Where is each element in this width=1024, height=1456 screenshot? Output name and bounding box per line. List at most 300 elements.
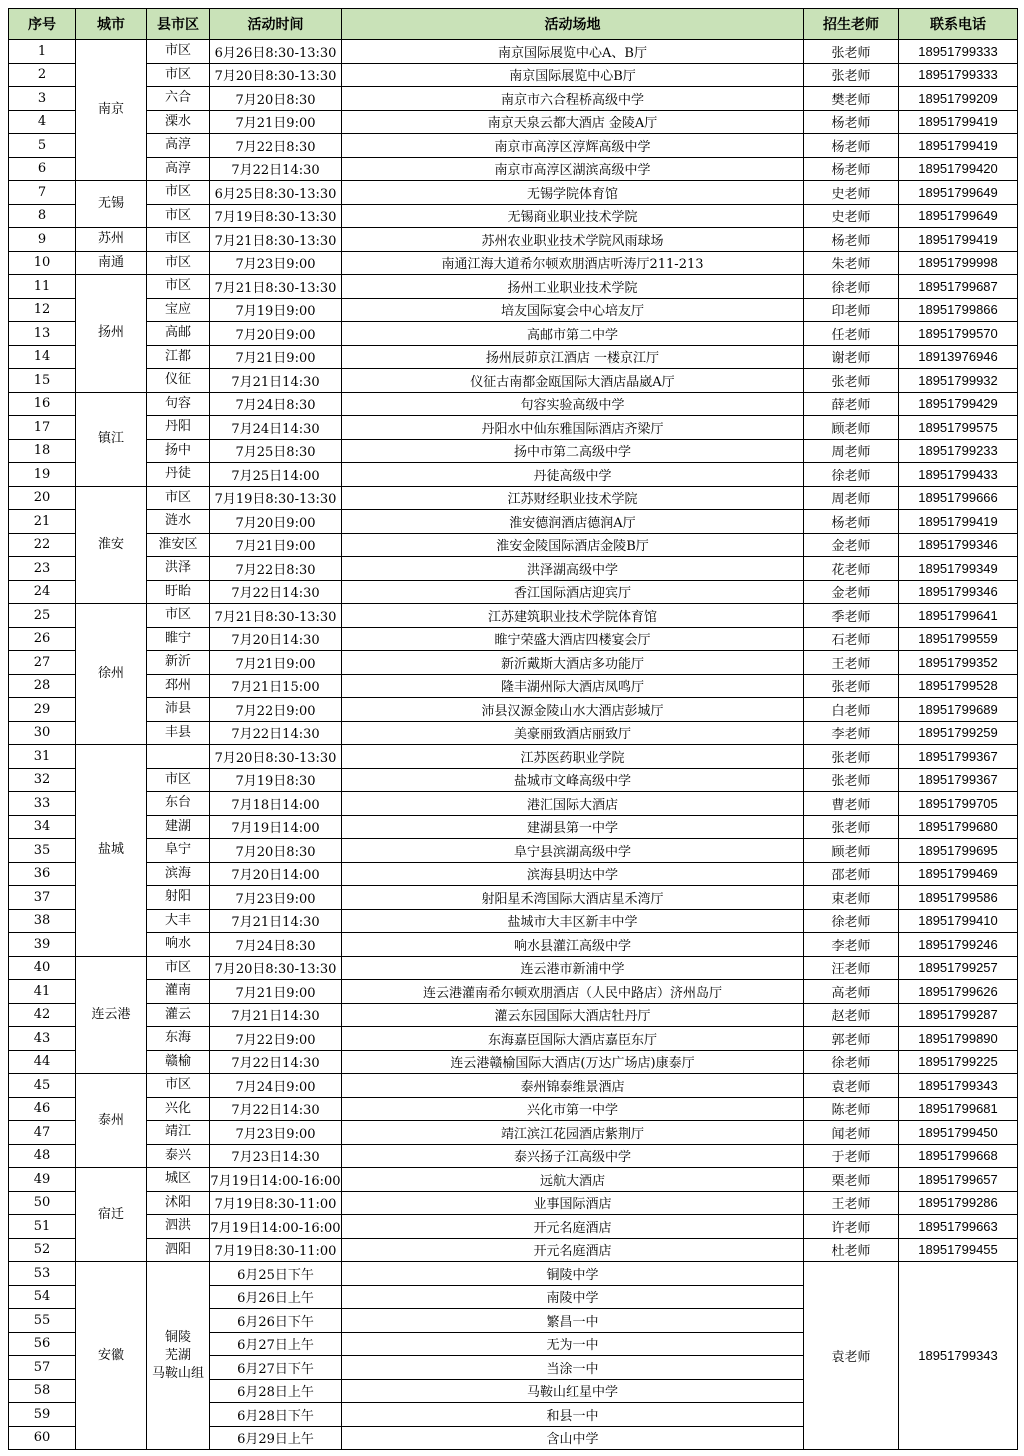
cell-time: 7月19日8:30-13:30 xyxy=(210,204,342,228)
cell-teacher: 王老师 xyxy=(804,651,899,675)
cell-teacher: 袁老师 xyxy=(804,1262,899,1450)
cell-time: 7月21日8:30-13:30 xyxy=(210,275,342,299)
cell-time: 7月21日9:00 xyxy=(210,533,342,557)
cell-no: 14 xyxy=(9,345,76,369)
cell-no: 27 xyxy=(9,651,76,675)
cell-no: 30 xyxy=(9,721,76,745)
cell-teacher: 栗老师 xyxy=(804,1168,899,1192)
cell-venue: 南京市六合程桥高级中学 xyxy=(342,87,804,111)
cell-phone: 18951799259 xyxy=(899,721,1018,745)
cell-city: 盐城 xyxy=(76,745,147,957)
cell-phone: 18951799419 xyxy=(899,134,1018,158)
cell-time: 7月22日14:30 xyxy=(210,580,342,604)
table-row xyxy=(9,416,1018,440)
cell-district: 邳州 xyxy=(147,674,210,698)
table-row xyxy=(9,815,1018,839)
cell-teacher: 朱老师 xyxy=(804,251,899,275)
cell-district: 高淳 xyxy=(147,157,210,181)
cell-venue: 扬州辰茆京江酒店 一楼京江厅 xyxy=(342,345,804,369)
cell-teacher: 赵老师 xyxy=(804,1003,899,1027)
cell-teacher: 印老师 xyxy=(804,298,899,322)
cell-district: 泰兴 xyxy=(147,1144,210,1168)
cell-teacher: 杨老师 xyxy=(804,510,899,534)
cell-district: 泗阳 xyxy=(147,1238,210,1262)
cell-venue: 培友国际宴会中心培友厅 xyxy=(342,298,804,322)
cell-city: 连云港 xyxy=(76,956,147,1074)
cell-time: 7月19日8:30-13:30 xyxy=(210,486,342,510)
cell-time: 7月20日8:30-13:30 xyxy=(210,956,342,980)
table-row xyxy=(9,1097,1018,1121)
cell-city: 安徽 xyxy=(76,1262,147,1450)
cell-teacher: 王老师 xyxy=(804,1191,899,1215)
cell-phone: 18951799233 xyxy=(899,439,1018,463)
cell-district: 丰县 xyxy=(147,721,210,745)
cell-no: 6 xyxy=(9,157,76,181)
cell-no: 35 xyxy=(9,839,76,863)
cell-teacher: 郭老师 xyxy=(804,1027,899,1051)
cell-teacher: 花老师 xyxy=(804,557,899,581)
cell-district: 响水 xyxy=(147,933,210,957)
table-row xyxy=(9,745,1018,769)
cell-phone: 18951799333 xyxy=(899,40,1018,64)
cell-no: 10 xyxy=(9,251,76,275)
cell-phone: 18951799559 xyxy=(899,627,1018,651)
cell-teacher: 谢老师 xyxy=(804,345,899,369)
cell-district: 市区 xyxy=(147,251,210,275)
cell-phone: 18951799419 xyxy=(899,228,1018,252)
cell-venue: 扬中市第二高级中学 xyxy=(342,439,804,463)
table-row xyxy=(9,1168,1018,1192)
cell-no: 8 xyxy=(9,204,76,228)
cell-district: 兴化 xyxy=(147,1097,210,1121)
cell-venue: 当涂一中 xyxy=(342,1356,804,1380)
cell-venue: 业事国际酒店 xyxy=(342,1191,804,1215)
header-phone: 联系电话 xyxy=(899,9,1018,40)
table-row xyxy=(9,181,1018,205)
cell-teacher: 杨老师 xyxy=(804,157,899,181)
cell-phone: 18951799346 xyxy=(899,533,1018,557)
cell-venue: 高邮市第二中学 xyxy=(342,322,804,346)
cell-time: 7月21日8:30-13:30 xyxy=(210,228,342,252)
cell-no: 55 xyxy=(9,1309,76,1333)
table-row xyxy=(9,839,1018,863)
cell-phone: 18951799286 xyxy=(899,1191,1018,1215)
cell-teacher: 徐老师 xyxy=(804,275,899,299)
table-row xyxy=(9,580,1018,604)
cell-venue: 香江国际酒店迎宾厅 xyxy=(342,580,804,604)
cell-no: 23 xyxy=(9,557,76,581)
cell-no: 33 xyxy=(9,792,76,816)
cell-district: 东海 xyxy=(147,1027,210,1051)
cell-district: 灌云 xyxy=(147,1003,210,1027)
table-row xyxy=(9,1027,1018,1051)
cell-no: 5 xyxy=(9,134,76,158)
table-row xyxy=(9,1121,1018,1145)
cell-phone: 18951799657 xyxy=(899,1168,1018,1192)
cell-venue: 苏州农业职业技术学院风雨球场 xyxy=(342,228,804,252)
cell-city: 扬州 xyxy=(76,275,147,393)
cell-phone: 18951799663 xyxy=(899,1215,1018,1239)
cell-teacher: 杨老师 xyxy=(804,110,899,134)
cell-no: 19 xyxy=(9,463,76,487)
cell-phone: 18951799687 xyxy=(899,275,1018,299)
cell-phone: 18951799419 xyxy=(899,110,1018,134)
cell-time: 6月26日8:30-13:30 xyxy=(210,40,342,64)
cell-phone: 18951799689 xyxy=(899,698,1018,722)
cell-venue: 南通江海大道希尔顿欢朋酒店听涛厅211-213 xyxy=(342,251,804,275)
cell-time: 7月20日14:30 xyxy=(210,627,342,651)
cell-phone: 18951799333 xyxy=(899,63,1018,87)
cell-teacher: 曹老师 xyxy=(804,792,899,816)
cell-time: 7月22日14:30 xyxy=(210,721,342,745)
cell-phone: 18951799433 xyxy=(899,463,1018,487)
cell-phone: 18951799410 xyxy=(899,909,1018,933)
cell-time: 6月27日下午 xyxy=(210,1356,342,1380)
cell-district: 洪泽 xyxy=(147,557,210,581)
cell-time: 7月22日8:30 xyxy=(210,134,342,158)
cell-time: 7月21日9:00 xyxy=(210,110,342,134)
cell-phone: 18951799668 xyxy=(899,1144,1018,1168)
cell-city: 无锡 xyxy=(76,181,147,228)
cell-teacher: 顾老师 xyxy=(804,839,899,863)
table-row xyxy=(9,298,1018,322)
cell-no: 1 xyxy=(9,40,76,64)
table-row xyxy=(9,933,1018,957)
cell-teacher: 张老师 xyxy=(804,369,899,393)
cell-district: 市区 xyxy=(147,486,210,510)
table-row xyxy=(9,392,1018,416)
cell-time: 7月22日14:30 xyxy=(210,1050,342,1074)
cell-time: 6月27日上午 xyxy=(210,1332,342,1356)
cell-phone: 18951799626 xyxy=(899,980,1018,1004)
cell-time: 6月26日上午 xyxy=(210,1285,342,1309)
cell-district: 沛县 xyxy=(147,698,210,722)
cell-teacher: 张老师 xyxy=(804,815,899,839)
cell-phone: 18951799429 xyxy=(899,392,1018,416)
cell-time: 7月21日14:30 xyxy=(210,909,342,933)
table-row xyxy=(9,557,1018,581)
cell-phone: 18951799586 xyxy=(899,886,1018,910)
cell-time: 7月23日9:00 xyxy=(210,251,342,275)
table-row xyxy=(9,1238,1018,1262)
cell-time: 7月20日8:30-13:30 xyxy=(210,745,342,769)
cell-district: 大丰 xyxy=(147,909,210,933)
cell-phone: 18951799528 xyxy=(899,674,1018,698)
header-teacher: 招生老师 xyxy=(804,9,899,40)
table-row xyxy=(9,698,1018,722)
cell-phone: 18951799866 xyxy=(899,298,1018,322)
table-row xyxy=(9,1191,1018,1215)
cell-time: 6月28日上午 xyxy=(210,1379,342,1403)
cell-venue: 连云港灌南希尔顿欢朋酒店（人民中路店）济州岛厅 xyxy=(342,980,804,1004)
table-row xyxy=(9,204,1018,228)
table-row xyxy=(9,63,1018,87)
cell-city: 南通 xyxy=(76,251,147,275)
cell-venue: 射阳星禾湾国际大酒店星禾湾厅 xyxy=(342,886,804,910)
cell-teacher: 史老师 xyxy=(804,181,899,205)
cell-time: 7月21日9:00 xyxy=(210,345,342,369)
cell-phone: 18951799349 xyxy=(899,557,1018,581)
cell-district: 市区 xyxy=(147,1074,210,1098)
cell-no: 58 xyxy=(9,1379,76,1403)
cell-district: 市区 xyxy=(147,604,210,628)
cell-teacher: 李老师 xyxy=(804,933,899,957)
cell-teacher: 徐老师 xyxy=(804,909,899,933)
recruitment-schedule-table xyxy=(8,8,1018,1450)
cell-no: 20 xyxy=(9,486,76,510)
table-row xyxy=(9,1262,1018,1286)
cell-phone: 18951799469 xyxy=(899,862,1018,886)
cell-district: 东台 xyxy=(147,792,210,816)
cell-district: 城区 xyxy=(147,1168,210,1192)
cell-no: 22 xyxy=(9,533,76,557)
header-city: 城市 xyxy=(76,9,147,40)
cell-no: 26 xyxy=(9,627,76,651)
cell-venue: 江苏建筑职业技术学院体育馆 xyxy=(342,604,804,628)
cell-no: 53 xyxy=(9,1262,76,1286)
cell-no: 4 xyxy=(9,110,76,134)
cell-time: 7月25日8:30 xyxy=(210,439,342,463)
cell-no: 24 xyxy=(9,580,76,604)
cell-venue: 港汇国际大酒店 xyxy=(342,792,804,816)
cell-teacher: 顾老师 xyxy=(804,416,899,440)
cell-venue: 洪泽湖高级中学 xyxy=(342,557,804,581)
cell-no: 54 xyxy=(9,1285,76,1309)
cell-time: 7月19日8:30-11:00 xyxy=(210,1238,342,1262)
cell-district: 溧水 xyxy=(147,110,210,134)
table-row xyxy=(9,157,1018,181)
cell-no: 15 xyxy=(9,369,76,393)
cell-time: 7月19日9:00 xyxy=(210,298,342,322)
table-row xyxy=(9,134,1018,158)
cell-teacher: 徐老师 xyxy=(804,1050,899,1074)
header-no: 序号 xyxy=(9,9,76,40)
cell-venue: 南京国际展览中心A、B厅 xyxy=(342,40,804,64)
cell-no: 12 xyxy=(9,298,76,322)
table-row xyxy=(9,110,1018,134)
cell-district: 市区 xyxy=(147,768,210,792)
cell-time: 7月24日8:30 xyxy=(210,392,342,416)
cell-time: 7月20日8:30-13:30 xyxy=(210,63,342,87)
cell-venue: 泰州锦泰维景酒店 xyxy=(342,1074,804,1098)
table-header xyxy=(9,9,1018,40)
cell-no: 52 xyxy=(9,1238,76,1262)
cell-no: 56 xyxy=(9,1332,76,1356)
cell-city: 宿迁 xyxy=(76,1168,147,1262)
cell-district: 句容 xyxy=(147,392,210,416)
cell-district: 市区 xyxy=(147,181,210,205)
cell-time: 7月19日14:00-16:00 xyxy=(210,1215,342,1239)
cell-no: 34 xyxy=(9,815,76,839)
cell-venue: 南京市高淳区湖滨高级中学 xyxy=(342,157,804,181)
cell-venue: 南京国际展览中心B厅 xyxy=(342,63,804,87)
cell-district: 涟水 xyxy=(147,510,210,534)
cell-venue: 盐城市文峰高级中学 xyxy=(342,768,804,792)
cell-district: 市区 xyxy=(147,63,210,87)
cell-teacher: 张老师 xyxy=(804,63,899,87)
cell-district: 市区 xyxy=(147,956,210,980)
cell-district: 仪征 xyxy=(147,369,210,393)
cell-no: 16 xyxy=(9,392,76,416)
cell-time: 7月22日8:30 xyxy=(210,557,342,581)
cell-district: 市区 xyxy=(147,40,210,64)
cell-time: 7月20日9:00 xyxy=(210,510,342,534)
cell-time: 7月21日15:00 xyxy=(210,674,342,698)
cell-venue: 响水县灌江高级中学 xyxy=(342,933,804,957)
cell-city: 南京 xyxy=(76,40,147,181)
cell-venue: 开元名庭酒店 xyxy=(342,1238,804,1262)
cell-phone: 18951799343 xyxy=(899,1074,1018,1098)
cell-time: 7月19日14:00-16:00 xyxy=(210,1168,342,1192)
table-row xyxy=(9,87,1018,111)
cell-phone: 18951799420 xyxy=(899,157,1018,181)
cell-time: 7月21日9:00 xyxy=(210,651,342,675)
cell-teacher: 袁老师 xyxy=(804,1074,899,1098)
cell-venue: 马鞍山红星中学 xyxy=(342,1379,804,1403)
cell-teacher: 邵老师 xyxy=(804,862,899,886)
cell-phone: 18951799225 xyxy=(899,1050,1018,1074)
table-body xyxy=(9,40,1018,1450)
cell-no: 47 xyxy=(9,1121,76,1145)
cell-venue: 远航大酒店 xyxy=(342,1168,804,1192)
cell-teacher: 杨老师 xyxy=(804,228,899,252)
cell-time: 7月24日14:30 xyxy=(210,416,342,440)
header-venue: 活动场地 xyxy=(342,9,804,40)
cell-teacher: 许老师 xyxy=(804,1215,899,1239)
cell-teacher: 周老师 xyxy=(804,439,899,463)
table-row xyxy=(9,228,1018,252)
cell-city: 淮安 xyxy=(76,486,147,604)
cell-venue: 南陵中学 xyxy=(342,1285,804,1309)
cell-no: 31 xyxy=(9,745,76,769)
cell-district: 丹阳 xyxy=(147,416,210,440)
cell-time: 7月19日8:30 xyxy=(210,768,342,792)
cell-district: 射阳 xyxy=(147,886,210,910)
cell-phone: 18951799641 xyxy=(899,604,1018,628)
cell-time: 7月22日9:00 xyxy=(210,1027,342,1051)
cell-time: 7月18日14:00 xyxy=(210,792,342,816)
cell-no: 11 xyxy=(9,275,76,299)
cell-time: 7月20日14:00 xyxy=(210,862,342,886)
cell-teacher: 史老师 xyxy=(804,204,899,228)
cell-teacher: 季老师 xyxy=(804,604,899,628)
table-row xyxy=(9,674,1018,698)
cell-no: 28 xyxy=(9,674,76,698)
cell-teacher: 于老师 xyxy=(804,1144,899,1168)
cell-no: 60 xyxy=(9,1426,76,1450)
cell-phone: 18951799681 xyxy=(899,1097,1018,1121)
cell-district: 滨海 xyxy=(147,862,210,886)
cell-venue: 无锡商业职业技术学院 xyxy=(342,204,804,228)
cell-no: 17 xyxy=(9,416,76,440)
cell-district: 阜宁 xyxy=(147,839,210,863)
table-row xyxy=(9,533,1018,557)
table-row xyxy=(9,1144,1018,1168)
cell-phone: 18951799343 xyxy=(899,1262,1018,1450)
cell-district: 高淳 xyxy=(147,134,210,158)
cell-no: 42 xyxy=(9,1003,76,1027)
cell-city: 苏州 xyxy=(76,228,147,252)
cell-phone: 18951799680 xyxy=(899,815,1018,839)
cell-phone: 18951799649 xyxy=(899,204,1018,228)
cell-no: 59 xyxy=(9,1403,76,1427)
cell-phone: 18951799455 xyxy=(899,1238,1018,1262)
cell-district: 沭阳 xyxy=(147,1191,210,1215)
cell-time: 6月25日下午 xyxy=(210,1262,342,1286)
cell-district: 建湖 xyxy=(147,815,210,839)
cell-district: 宝应 xyxy=(147,298,210,322)
cell-district: 铜陵 芜湖 马鞍山组 xyxy=(147,1262,210,1450)
cell-time: 7月20日8:30 xyxy=(210,839,342,863)
cell-venue: 铜陵中学 xyxy=(342,1262,804,1286)
cell-teacher: 张老师 xyxy=(804,768,899,792)
table-row xyxy=(9,439,1018,463)
cell-teacher: 李老师 xyxy=(804,721,899,745)
cell-venue: 睢宁荣盛大酒店四楼宴会厅 xyxy=(342,627,804,651)
cell-no: 51 xyxy=(9,1215,76,1239)
cell-venue: 东海嘉臣国际大酒店嘉臣东厅 xyxy=(342,1027,804,1051)
table-row xyxy=(9,275,1018,299)
cell-venue: 连云港市新浦中学 xyxy=(342,956,804,980)
table-row xyxy=(9,40,1018,64)
cell-district: 淮安区 xyxy=(147,533,210,557)
cell-phone: 18951799287 xyxy=(899,1003,1018,1027)
cell-no: 37 xyxy=(9,886,76,910)
table-row xyxy=(9,886,1018,910)
cell-venue: 仪征古南都金瓯国际大酒店晶崴A厅 xyxy=(342,369,804,393)
table-row xyxy=(9,345,1018,369)
table-row xyxy=(9,463,1018,487)
table-row xyxy=(9,1003,1018,1027)
cell-no: 25 xyxy=(9,604,76,628)
cell-no: 43 xyxy=(9,1027,76,1051)
cell-district: 高邮 xyxy=(147,322,210,346)
cell-venue: 含山中学 xyxy=(342,1426,804,1450)
cell-phone: 18951799575 xyxy=(899,416,1018,440)
cell-district: 赣榆 xyxy=(147,1050,210,1074)
table-row xyxy=(9,862,1018,886)
cell-time: 6月29日上午 xyxy=(210,1426,342,1450)
table-row xyxy=(9,980,1018,1004)
cell-district: 市区 xyxy=(147,204,210,228)
cell-phone: 18951799705 xyxy=(899,792,1018,816)
header-time: 活动时间 xyxy=(210,9,342,40)
table-row xyxy=(9,322,1018,346)
cell-phone: 18951799367 xyxy=(899,745,1018,769)
cell-district xyxy=(147,745,210,769)
cell-district: 灌南 xyxy=(147,980,210,1004)
cell-phone: 18951799649 xyxy=(899,181,1018,205)
cell-district: 丹徒 xyxy=(147,463,210,487)
cell-phone: 18951799346 xyxy=(899,580,1018,604)
cell-phone: 18951799890 xyxy=(899,1027,1018,1051)
cell-teacher: 徐老师 xyxy=(804,463,899,487)
cell-venue: 泰兴扬子江高级中学 xyxy=(342,1144,804,1168)
cell-no: 48 xyxy=(9,1144,76,1168)
cell-no: 41 xyxy=(9,980,76,1004)
cell-venue: 阜宁县滨湖高级中学 xyxy=(342,839,804,863)
cell-phone: 18951799257 xyxy=(899,956,1018,980)
cell-no: 29 xyxy=(9,698,76,722)
cell-phone: 18951799352 xyxy=(899,651,1018,675)
table-row xyxy=(9,1215,1018,1239)
cell-no: 18 xyxy=(9,439,76,463)
cell-district: 扬中 xyxy=(147,439,210,463)
cell-teacher: 杨老师 xyxy=(804,134,899,158)
cell-venue: 靖江滨江花园酒店紫荆厅 xyxy=(342,1121,804,1145)
cell-no: 2 xyxy=(9,63,76,87)
cell-phone: 18951799666 xyxy=(899,486,1018,510)
